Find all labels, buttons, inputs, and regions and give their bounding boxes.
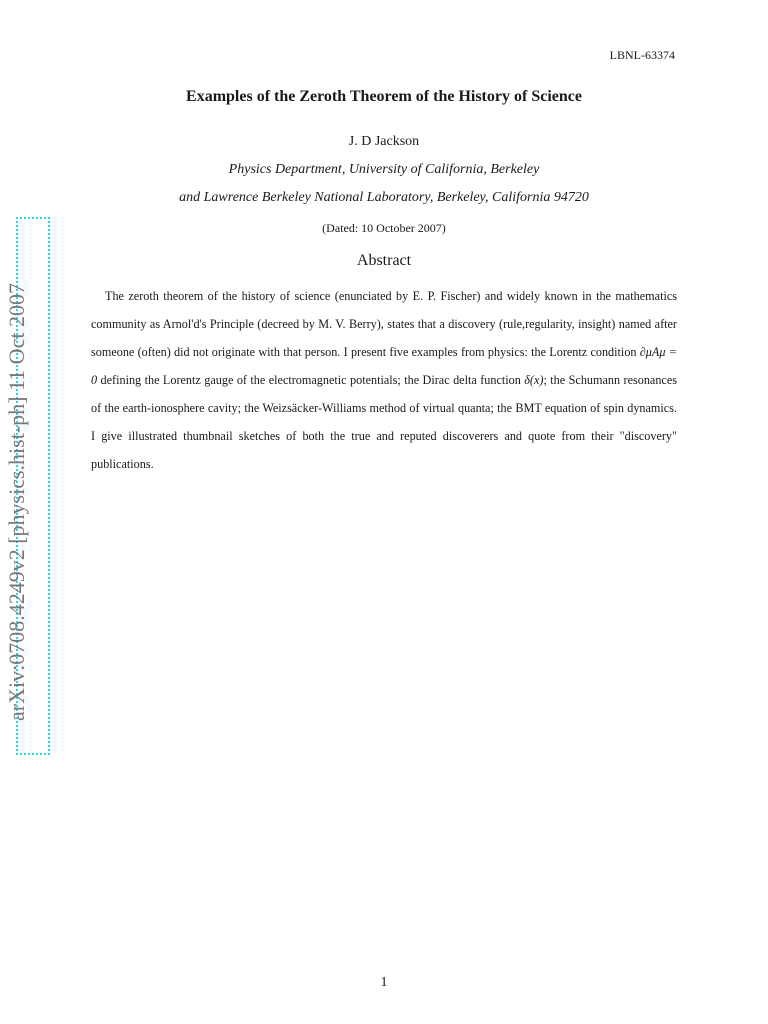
report-number: LBNL-63374 (609, 48, 675, 62)
arxiv-identifier: arXiv:0708.4249v2 [physics.hist-ph] 11 Oct 2007 (4, 283, 29, 721)
affiliation-line-2: and Lawrence Berkeley National Laboratory, Berkeley, California 94720 (179, 190, 589, 205)
date-line: (Dated: 10 October 2007) (322, 221, 446, 235)
abstract-text-part-3: ; the Schumann resonances of the earth-ionosphere cavity; the Weizsäcker-Williams method of virtual quanta; the BMT equation of spin dynamics. I give illustrated thumbnail sketches of both the true and reputed discoverers and quote from their "discovery" publications. (91, 373, 677, 471)
dirac-delta-expression: δ(x) (524, 373, 544, 387)
abstract-body (91, 282, 677, 478)
paper-title: Examples of the Zeroth Theorem of the History of Science (186, 88, 582, 105)
abstract-heading: Abstract (356, 252, 412, 269)
affiliation-line-1: Physics Department, University of California, Berkeley (228, 162, 540, 177)
abstract-text-part-1: The zeroth theorem of the history of science (enunciated by E. P. Fischer) and widely known in the mathematics community as Arnol'd's Principle (decreed by M. V. Berry), states that a discovery (rule,regularity, insight) named after someone (often) did not originate with that person. I present five examples from physics: the Lorentz condition (91, 289, 677, 359)
author-name: J. D Jackson (348, 134, 420, 149)
lorentz-condition-equation: ∂μAμ = 0 (91, 345, 677, 387)
page-number: 1 (380, 975, 388, 990)
abstract-text-part-2: defining the Lorentz gauge of the electromagnetic potentials; the Dirac delta function (97, 373, 525, 387)
